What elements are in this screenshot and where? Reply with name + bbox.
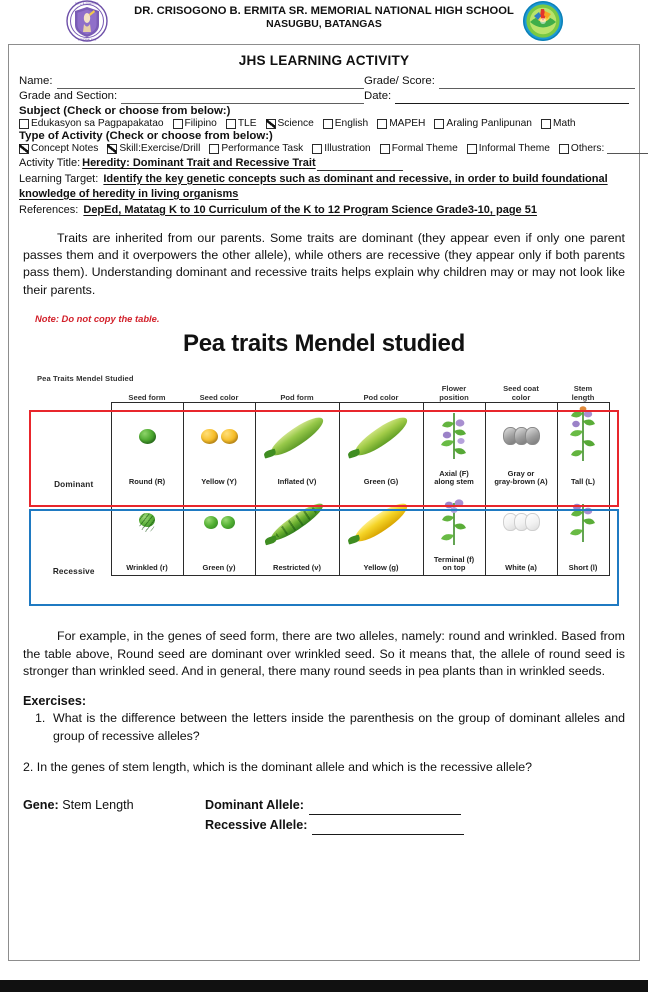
axial-flower-plant-icon: [434, 411, 474, 461]
subject-option-english[interactable]: [323, 118, 368, 129]
checkbox-icon[interactable]: [541, 119, 551, 129]
cell-label-line1: Wrinkled (r): [126, 562, 168, 572]
grade-section-input[interactable]: [121, 92, 364, 104]
terminal-flower-plant-icon: [434, 497, 474, 547]
references-row: [19, 203, 629, 218]
header-corner-cell: [37, 384, 111, 403]
cell-label: [486, 564, 557, 572]
figure-title: Pea traits Mendel studied: [183, 330, 465, 358]
col-head-line1: Seed color: [199, 392, 239, 402]
document-frame: [8, 44, 640, 961]
activity-type-heading: Type of Activity (Check or choose from below:): [19, 130, 273, 142]
subject-option-label: TLE: [237, 118, 257, 129]
green-round-pea-icon: [139, 429, 156, 444]
cell-label-line1: Short (l): [568, 562, 598, 572]
col-head-line1: Pod form: [280, 392, 314, 402]
col-head-line1: Seed form: [128, 392, 166, 402]
checkbox-icon[interactable]: [226, 119, 236, 129]
cell-label: [340, 478, 423, 486]
exercises-heading: Exercises:: [23, 694, 87, 709]
subject-option-label: Filipino: [184, 118, 217, 129]
cell-recessive-seed-color: [183, 489, 255, 576]
round-seed-art: [112, 409, 183, 463]
checkbox-icon[interactable]: [380, 144, 390, 154]
date-label: Date:: [364, 90, 392, 102]
activity-type-checkbox-row: [19, 143, 629, 154]
date-input[interactable]: [395, 92, 629, 104]
checkbox-checked-icon[interactable]: [266, 119, 276, 129]
checkbox-icon[interactable]: [467, 144, 477, 154]
subject-checkbox-row: [19, 118, 629, 129]
row-spacer-cell: [609, 403, 621, 490]
grade-score-input[interactable]: [439, 77, 635, 89]
gray-coat-icon: [503, 427, 540, 445]
cell-label-line1: Gray or: [507, 468, 535, 478]
subject-option-label: Araling Panlipunan: [446, 118, 532, 129]
cell-label: [558, 564, 609, 572]
activity-option-label: Performance Task: [221, 143, 304, 154]
checkbox-checked-icon[interactable]: [107, 144, 117, 154]
page-title: JHS LEARNING ACTIVITY: [238, 53, 410, 68]
yellow-seeds-art: [184, 409, 255, 463]
cell-label: [256, 478, 339, 486]
activity-option-informal-theme[interactable]: [467, 143, 550, 154]
column-head-seed-coat-color: [485, 384, 557, 403]
checkbox-icon[interactable]: [209, 144, 219, 154]
date-field-row: [364, 89, 629, 104]
table-row-recessive: [37, 489, 621, 576]
others-input[interactable]: [607, 144, 648, 154]
school-location: NASUGBU, BATANGAS: [266, 19, 382, 30]
subject-heading: Subject (Check or choose from below:): [19, 105, 231, 117]
svg-text:DR. C. B. ERMITA SR.: DR. C. B. ERMITA SR.: [74, 2, 100, 6]
cell-label: [424, 556, 485, 572]
cell-recessive-seed-coat-color: [485, 489, 557, 576]
restricted-pod-art: [256, 495, 339, 549]
table-row-dominant: [37, 403, 621, 490]
cell-recessive-flower-position: [423, 489, 485, 576]
activity-title-row: [19, 156, 629, 171]
page-footer-bar: [0, 980, 648, 992]
axial-flower-art: [424, 409, 485, 463]
checkbox-icon[interactable]: [377, 119, 387, 129]
school-name: DR. CRISOGONO B. ERMITA SR. MEMORIAL NATIONAL HIGH SCHOOL: [134, 5, 514, 17]
column-head-stem-length: [557, 384, 609, 403]
exercise-item-2: 2. In the genes of stem length, which is the dominant allele and which is the recessive allele?: [23, 760, 532, 775]
short-plant-icon: [563, 498, 603, 546]
cell-label: [424, 470, 485, 486]
cell-recessive-pod-form: [255, 489, 339, 576]
column-head-pod-color: [339, 384, 423, 403]
exercise-number: 1.: [35, 711, 46, 726]
white-coat-icon: [503, 513, 540, 531]
cell-dominant-seed-coat-color: [485, 403, 557, 490]
checkbox-icon[interactable]: [173, 119, 183, 129]
gray-seed-coat-art: [486, 409, 557, 463]
green-pea-icon: [221, 516, 235, 529]
cell-label-line2: on top: [442, 562, 466, 572]
dominant-allele-input[interactable]: [309, 800, 461, 815]
activity-option-label: Others:: [570, 143, 605, 154]
checkbox-checked-icon[interactable]: [19, 144, 29, 154]
subject-option-mapeh[interactable]: [377, 118, 425, 129]
cell-dominant-seed-color: [183, 403, 255, 490]
svg-text:MEMORIAL NHS: MEMORIAL NHS: [77, 38, 97, 42]
name-field-row: [19, 74, 364, 89]
name-input[interactable]: [57, 77, 364, 89]
subject-option-label: Science: [277, 118, 314, 129]
restricted-pod-icon: [267, 499, 326, 545]
cell-label-line2: along stem: [434, 476, 474, 486]
activity-title-value: Heredity: Dominant Trait and Recessive Trait: [82, 157, 316, 169]
terminal-flower-art: [424, 495, 485, 549]
activity-title-trailing-rule: [317, 158, 403, 171]
name-label: Name:: [19, 75, 53, 87]
cell-label-line1: Green (G): [363, 476, 399, 486]
column-head-seed-color: [183, 384, 255, 403]
subject-option-math[interactable]: [541, 118, 576, 129]
wrinkled-pea-icon: [139, 513, 155, 527]
activity-option-concept-notes[interactable]: [19, 143, 98, 154]
subject-option-science[interactable]: [266, 118, 314, 129]
do-not-copy-note: Note: Do not copy the table.: [35, 313, 160, 325]
cell-label: [184, 478, 255, 486]
letterhead: [0, 0, 648, 44]
activity-option-label: Skill:Exercise/Drill: [119, 143, 201, 154]
pea-traits-figure: [23, 330, 625, 616]
subject-option-label: Math: [552, 118, 576, 129]
identity-block: [19, 74, 629, 104]
yellow-pea-icon: [221, 429, 238, 444]
activity-option-label: Illustration: [324, 143, 371, 154]
learning-target-label: Learning Target:: [19, 172, 99, 185]
cell-label-line1: Yellow (g): [363, 562, 399, 572]
short-stem-art: [558, 495, 609, 549]
row-label-dominant: Dominant: [54, 480, 94, 490]
cell-label-line1: Tall (L): [570, 476, 596, 486]
yellow-pea-icon: [201, 429, 218, 444]
col-head-line1: Pod color: [363, 392, 399, 402]
checkbox-icon[interactable]: [434, 119, 444, 129]
cell-dominant-seed-form: [111, 403, 183, 490]
activity-option-others[interactable]: [559, 143, 648, 154]
cell-label-line1: Axial (F): [439, 468, 469, 478]
activity-option-illustration[interactable]: [312, 143, 370, 154]
col-head-line1: Flower: [441, 384, 467, 394]
grade-score-label: Grade/ Score:: [364, 75, 435, 87]
exercise-item-1: [23, 710, 625, 745]
checkbox-icon[interactable]: [323, 119, 333, 129]
learning-target-value: Identify the key genetic concepts such as dominant and recessive, in order to build foundational knowledge of heredity in living organisms: [19, 172, 608, 200]
column-head-seed-form: [111, 384, 183, 403]
col-head-line1: Seed coat: [503, 384, 539, 394]
references-value: DepEd, Matatag K to 10 Curriculum of the K to 12 Program Science Grade3-10, page 51: [83, 203, 537, 216]
example-paragraph: For example, in the genes of seed form, there are two alleles, namely: round and wrinkled. Based from the table above, Round seed are dominant over wrinkled seed. So it means that, the allele of round seed is stronger than wrinkled seed. And in general, there many round seeds in pea plants than in wrinkled seeds.: [23, 629, 625, 678]
intro-paragraph: Traits are inherited from our parents. Some traits are dominant (they appear even if only one parent passes them and it overpowers the other allele), while others are recessive (they appear only if both parents pass them). Understanding dominant and recessive traits helps explain why children may or may not look like their parents.: [23, 230, 625, 297]
activity-option-label: Concept Notes: [31, 143, 99, 154]
gene-label-group: [23, 795, 205, 835]
recessive-allele-row: [205, 815, 464, 835]
cell-label-line1: Green (y): [202, 562, 236, 572]
dominant-allele-label: Dominant Allele:: [205, 797, 304, 812]
col-head-line2: position: [439, 392, 469, 402]
subject-option-esp[interactable]: [19, 118, 164, 129]
subject-option-label: English: [334, 118, 369, 129]
recessive-allele-label: Recessive Allele:: [205, 817, 308, 832]
cell-recessive-seed-form: [111, 489, 183, 576]
cell-recessive-stem-length: [557, 489, 609, 576]
green-seeds-art: [184, 495, 255, 549]
dominant-allele-row: [205, 795, 464, 815]
subject-option-tle[interactable]: [226, 118, 257, 129]
cell-label-line1: White (a): [505, 562, 537, 572]
activity-option-skill-exercise-drill[interactable]: [107, 143, 200, 154]
activity-option-label: Informal Theme: [478, 143, 550, 154]
recessive-allele-input[interactable]: [312, 820, 464, 835]
table-header-row: [37, 384, 621, 403]
references-label: References:: [19, 203, 79, 216]
col-head-line1: Stem: [573, 384, 593, 394]
checkbox-icon[interactable]: [19, 119, 29, 129]
tall-stem-art: [558, 405, 609, 463]
yellow-pod-icon: [351, 498, 412, 547]
gene-value: Stem Length: [62, 797, 134, 812]
cell-recessive-pod-color: [339, 489, 423, 576]
pea-traits-table: [37, 384, 621, 576]
gene-answer-block: [23, 795, 625, 835]
cell-label-line1: Restricted (v): [273, 562, 321, 572]
grade-score-field-row: [364, 74, 629, 89]
green-pod-art: [340, 409, 423, 463]
cell-dominant-pod-form: [255, 403, 339, 490]
exercises-list: [23, 710, 625, 745]
subject-option-label: Edukasyon sa Pagpapakatao: [31, 118, 164, 129]
col-head-line2: color: [511, 392, 531, 402]
inflated-pod-art: [256, 409, 339, 463]
subject-option-filipino[interactable]: [173, 118, 217, 129]
tall-plant-icon: [563, 405, 603, 463]
activity-title-label: Activity Title:: [19, 157, 81, 169]
allele-answers: [205, 795, 464, 835]
checkbox-icon[interactable]: [559, 144, 569, 154]
cell-label: [112, 564, 183, 572]
learning-target-row: [19, 172, 629, 202]
inflated-pod-icon: [267, 412, 328, 461]
cell-label: [112, 478, 183, 486]
wrinkled-seed-art: [112, 495, 183, 549]
subject-option-label: MAPEH: [389, 118, 426, 129]
activity-option-performance-task[interactable]: [209, 143, 303, 154]
grade-section-field-row: [19, 89, 364, 104]
cell-label-line1: Inflated (V): [277, 476, 317, 486]
column-head-pod-form: [255, 384, 339, 403]
cell-dominant-pod-color: [339, 403, 423, 490]
green-pea-icon: [204, 516, 218, 529]
cell-label: [340, 564, 423, 572]
gene-label: Gene:: [23, 797, 59, 812]
white-seed-coat-art: [486, 495, 557, 549]
header-spacer-cell: [609, 384, 621, 403]
row-label-recessive: Recessive: [52, 566, 95, 576]
activity-option-label: Formal Theme: [391, 143, 458, 154]
yellow-pod-art: [340, 495, 423, 549]
exercise-text: What is the difference between the letters inside the parenthesis on the group of dominant alleles and group of recessive alleles?: [53, 711, 625, 743]
figure-caption: Pea Traits Mendel Studied: [37, 374, 134, 384]
cell-label-line1: Yellow (Y): [201, 476, 237, 486]
row-spacer-cell: [609, 489, 621, 576]
column-head-flower-position: [423, 384, 485, 403]
cell-dominant-stem-length: [557, 403, 609, 490]
cell-label: [558, 478, 609, 486]
checkbox-icon[interactable]: [312, 144, 322, 154]
cell-label: [184, 564, 255, 572]
col-head-line2: length: [571, 392, 595, 402]
cell-dominant-flower-position: [423, 403, 485, 490]
green-pod-icon: [351, 412, 412, 461]
cell-label: [256, 564, 339, 572]
subject-option-araling-panlipunan[interactable]: [434, 118, 532, 129]
cell-label-line1: Round (R): [128, 476, 166, 486]
activity-option-formal-theme[interactable]: [380, 143, 458, 154]
cell-label-line1: Terminal (f): [433, 554, 475, 564]
cell-label-line2: gray-brown (A): [494, 476, 548, 486]
grade-section-label: Grade and Section:: [19, 90, 118, 102]
cell-label: [486, 470, 557, 486]
